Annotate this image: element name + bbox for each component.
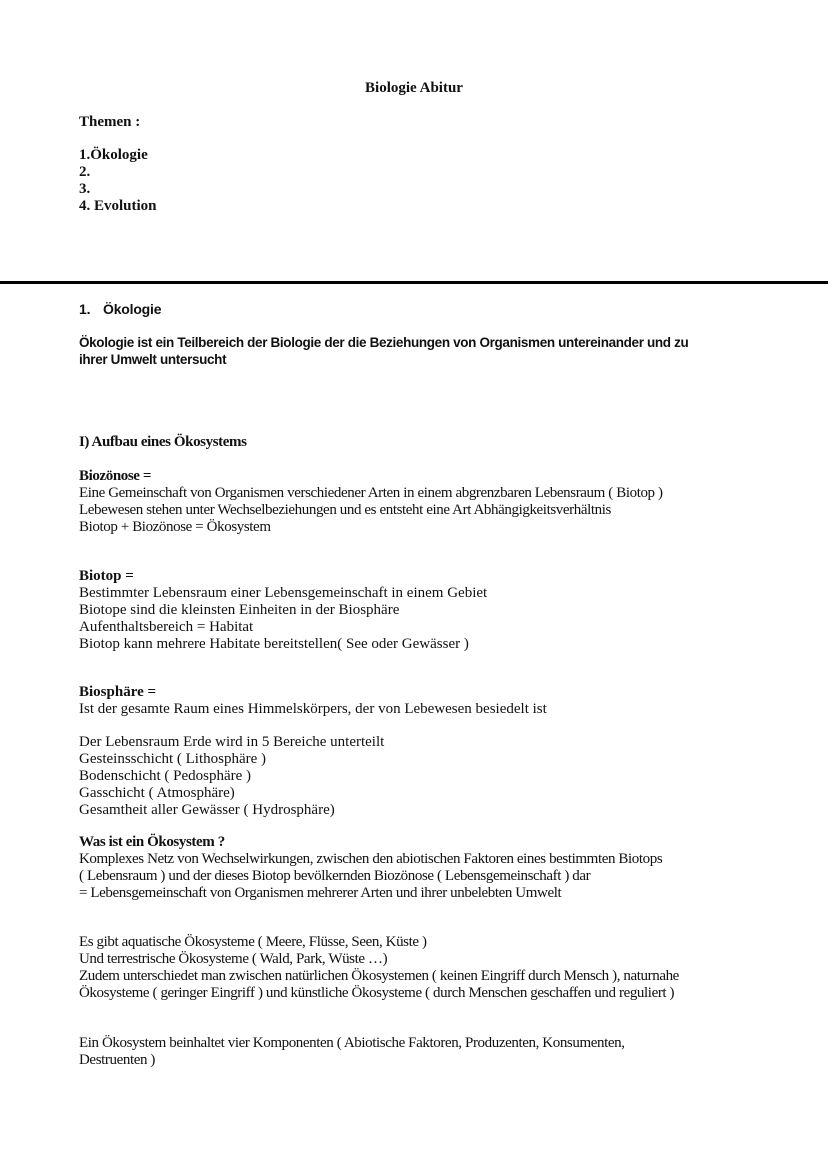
text-line: Eine Gemeinschaft von Organismen verschiedener Arten in einem abgrenzbaren Lebensraum ( Biotop ) bbox=[79, 485, 663, 501]
definition-biotop bbox=[79, 568, 487, 653]
oekosystem-components bbox=[79, 1035, 625, 1069]
text-line: = Lebensgemeinschaft von Organismen mehrerer Arten und ihrer unbelebten Umwelt bbox=[79, 885, 562, 901]
text-line: Ökosysteme ( geringer Eingriff ) und künstliche Ökosysteme ( durch Menschen geschaffen und reguliert ) bbox=[79, 985, 675, 1001]
text-line: Lebewesen stehen unter Wechselbeziehungen und es entsteht eine Art Abhängigkeitsverhältnis bbox=[79, 502, 611, 518]
oekosystem-types bbox=[79, 934, 679, 1002]
text-line: ( Lebensraum ) und der dieses Biotop bevölkernden Biozönose ( Lebensgemeinschaft ) dar bbox=[79, 868, 591, 884]
text-line: Ein Ökosystem beinhaltet vier Komponenten ( Abiotische Faktoren, Produzenten, Konsumenten, bbox=[79, 1035, 625, 1051]
question-heading: Was ist ein Ökosystem ? bbox=[79, 834, 225, 850]
text-line: Gesamtheit aller Gewässer ( Hydrosphäre) bbox=[79, 802, 335, 818]
text-line: Komplexes Netz von Wechselwirkungen, zwischen den abiotischen Faktoren eines bestimmten Biotops bbox=[79, 851, 663, 867]
section-intro bbox=[79, 334, 759, 368]
topic-item: 4. Evolution bbox=[79, 198, 157, 214]
text-line: Der Lebensraum Erde wird in 5 Bereiche unterteilt bbox=[79, 734, 385, 750]
text-line: Und terrestrische Ökosysteme ( Wald, Park, Wüste …) bbox=[79, 951, 388, 967]
text-line: Bodenschicht ( Pedosphäre ) bbox=[79, 768, 252, 784]
intro-line: Ökologie ist ein Teilbereich der Biologie der die Beziehungen von Organismen untereinander und zu bbox=[79, 335, 689, 350]
definition-biozoenose bbox=[79, 468, 663, 536]
text-line: Biotop kann mehrere Habitate bereitstellen( See oder Gewässer ) bbox=[79, 636, 469, 652]
text-line: Biotope sind die kleinsten Einheiten in der Biosphäre bbox=[79, 602, 400, 618]
document-title bbox=[0, 80, 828, 97]
intro-line: ihrer Umwelt untersucht bbox=[79, 352, 227, 367]
text-line: Aufenthaltsbereich = Habitat bbox=[79, 619, 254, 635]
text-line: Gasschicht ( Atmosphäre) bbox=[79, 785, 235, 801]
topic-item: 3. bbox=[79, 181, 91, 197]
section-heading bbox=[79, 301, 161, 318]
text-line: Es gibt aquatische Ökosysteme ( Meere, Flüsse, Seen, Küste ) bbox=[79, 934, 427, 950]
text-line: Bestimmter Lebensraum einer Lebensgemeinschaft in einem Gebiet bbox=[79, 585, 488, 601]
definition-biosphaere bbox=[79, 684, 547, 718]
section-number: 1. bbox=[79, 301, 91, 317]
text-line: Zudem unterschiedet man zwischen natürlichen Ökosystemen ( keinen Eingriff durch Mensch ), naturnahe bbox=[79, 968, 679, 984]
topic-item: 2. bbox=[79, 164, 91, 180]
text-line: Destruenten ) bbox=[79, 1052, 156, 1068]
subsection-heading: I) Aufbau eines Ökosystems bbox=[79, 434, 247, 450]
earth-layers bbox=[79, 734, 384, 819]
oekosystem-definition bbox=[79, 834, 662, 902]
text-line: Biotop + Biozönose = Ökosystem bbox=[79, 519, 271, 535]
page-divider bbox=[0, 281, 828, 284]
term-label: Biotop = bbox=[79, 568, 134, 584]
section-title: Ökologie bbox=[103, 301, 162, 317]
text-line: Ist der gesamte Raum eines Himmelskörpers, der von Lebewesen besiedelt ist bbox=[79, 701, 547, 717]
topic-item: 1.Ökologie bbox=[79, 147, 148, 163]
document-title-text: Biologie Abitur bbox=[365, 80, 463, 96]
term-label: Biosphäre = bbox=[79, 684, 157, 700]
topics-heading: Themen : bbox=[79, 114, 141, 130]
topics-list bbox=[79, 147, 157, 215]
text-line: Gesteinsschicht ( Lithosphäre ) bbox=[79, 751, 267, 767]
term-label: Biozönose = bbox=[79, 468, 152, 484]
